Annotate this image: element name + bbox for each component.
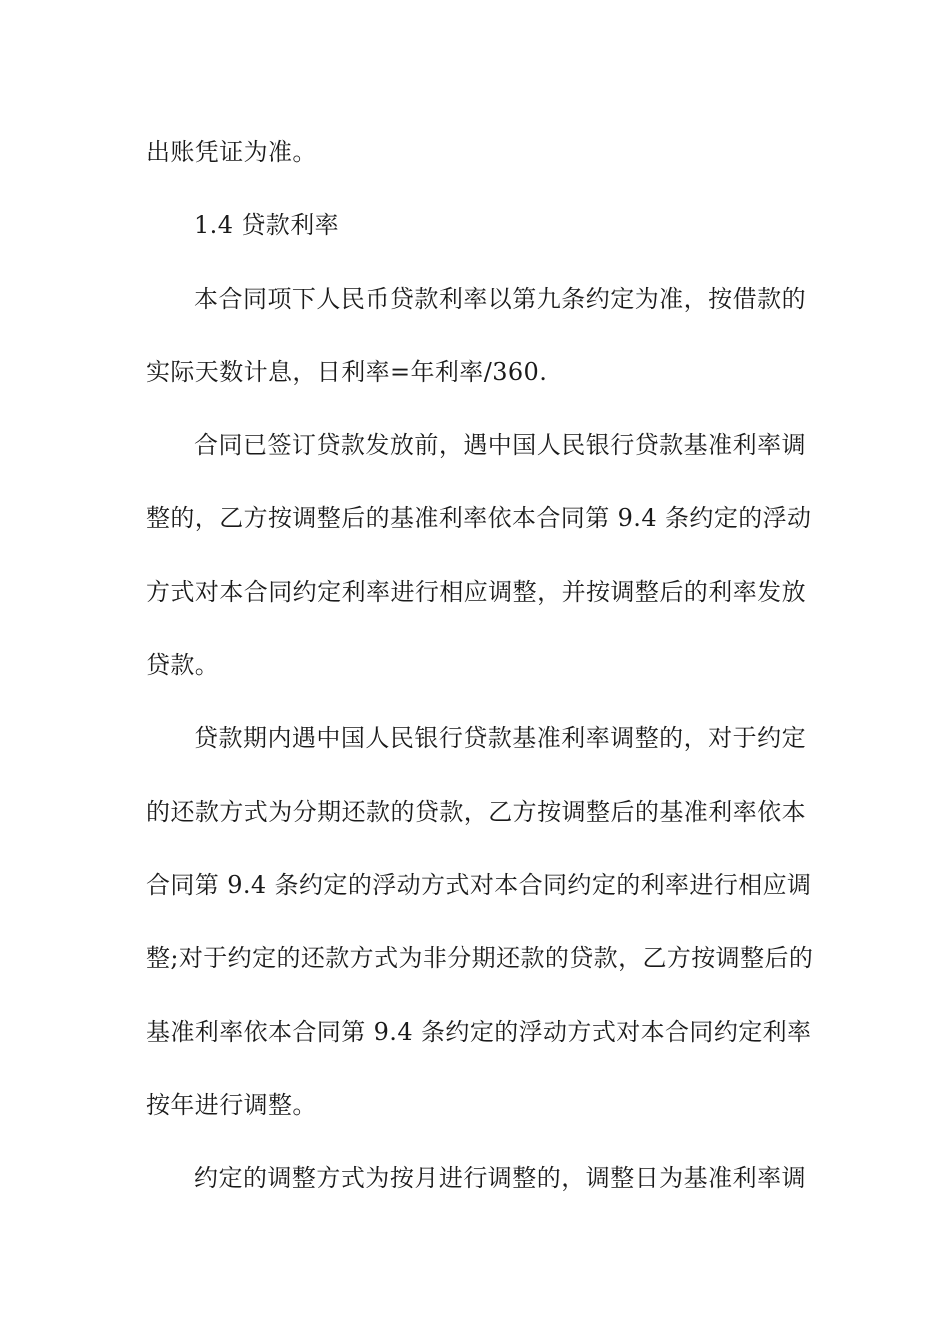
paragraph-line: 合同第 9.4 条约定的浮动方式对本合同约定的利率进行相应调 (146, 870, 812, 899)
paragraph-line: 本合同项下人民币贷款利率以第九条约定为准，按借款的 (194, 284, 806, 313)
paragraph-line: 方式对本合同约定利率进行相应调整，并按调整后的利率发放 (146, 577, 806, 606)
section-heading: 1.4 贷款利率 (194, 211, 339, 240)
paragraph-line: 的还款方式为分期还款的贷款，乙方按调整后的基准利率依本 (146, 797, 806, 826)
paragraph-line: 基准利率依本合同第 9.4 条约定的浮动方式对本合同约定利率 (146, 1017, 812, 1046)
paragraph-line: 约定的调整方式为按月进行调整的，调整日为基准利率调 (194, 1164, 806, 1193)
paragraph-line: 贷款。 (146, 651, 220, 680)
paragraph-line: 贷款期内遇中国人民银行贷款基准利率调整的，对于约定 (194, 724, 806, 753)
paragraph-line: 合同已签订贷款发放前，遇中国人民银行贷款基准利率调 (194, 431, 806, 460)
paragraph-line: 整的，乙方按调整后的基准利率依本合同第 9.4 条约定的浮动 (146, 504, 812, 533)
paragraph-line: 按年进行调整。 (146, 1090, 317, 1119)
document-body (146, 127, 814, 1226)
paragraph-line: 出账凭证为准。 (146, 138, 317, 166)
paragraph-line: 实际天数计息，日利率=年利率/360. (146, 357, 548, 386)
paragraph-line: 整;对于约定的还款方式为非分期还款的贷款，乙方按调整后的 (146, 944, 814, 973)
